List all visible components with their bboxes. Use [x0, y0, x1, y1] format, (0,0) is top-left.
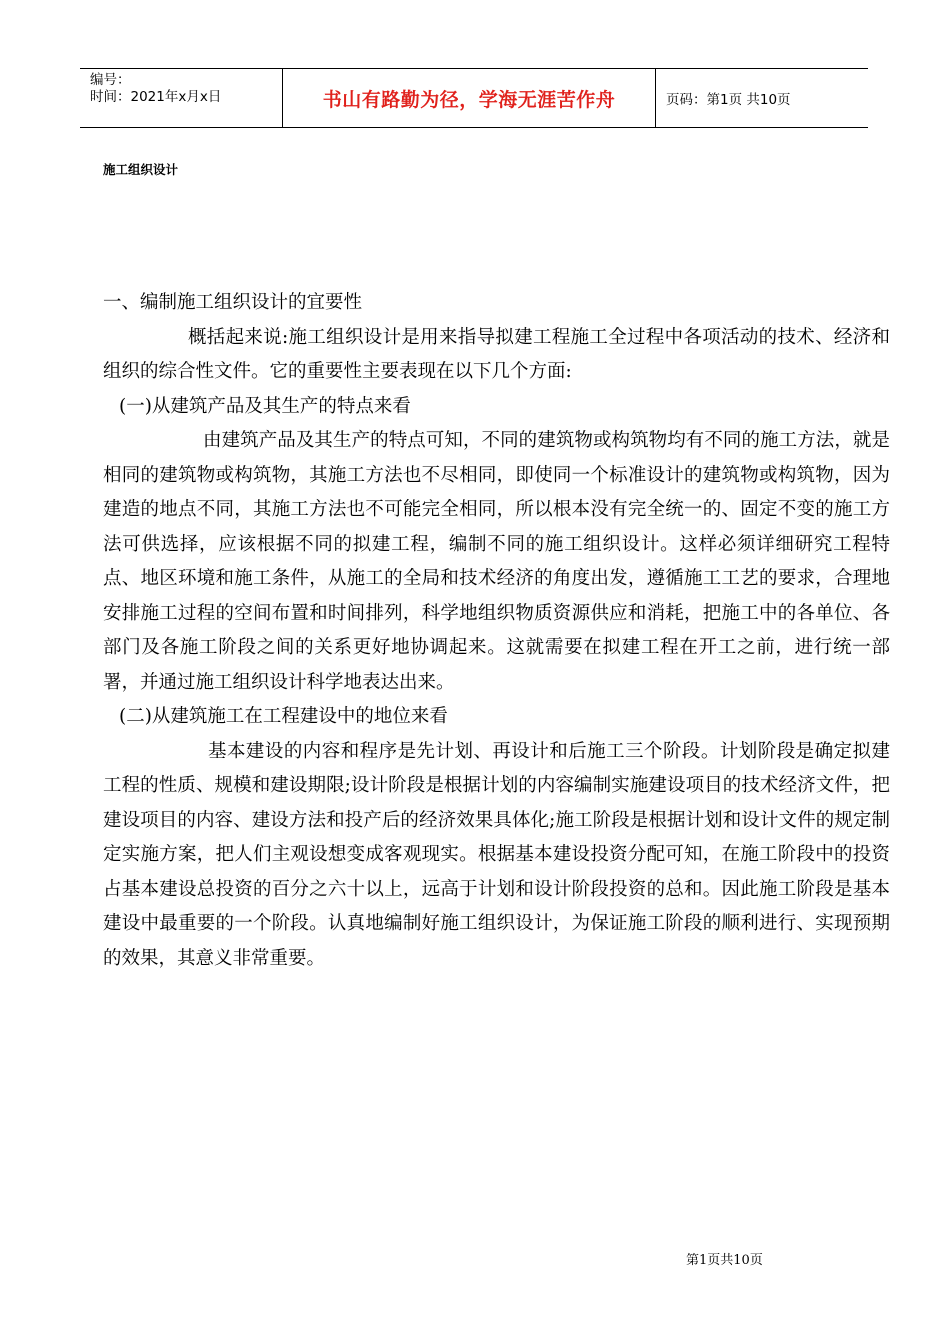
document-number-label: 编号： — [90, 72, 131, 88]
section-title: 一、编制施工组织设计的宜要性 — [103, 292, 363, 313]
document-body — [103, 286, 890, 976]
header-motto: 书山有路勤为径，学海无涯苦作舟 — [282, 69, 656, 127]
subsection-paragraph-2: 基本建设的内容和程序是先计划、再设计和后施工三个阶段。计划阶段是确定拟建工程的性质、规模和建设期限;设计阶段是根据计划的内容编制实施建设项目的技术经济文件，把建设项目的内容、建设方法和投产后的经济效果具体化;施工阶段是根据计划和设计文件的规定制定实施方案，把人们主观设想变成客观现实。根据基本建设投资分配可知，在施工阶段中的投资占基本建设总投资的百分之六十以上，远高于计划和设计阶段投资的总和。因此施工阶段是基本建设中最重要的一个阶段。认真地编制好施工组织设计，为保证施工阶段的顺利进行、实现预期的效果，其意义非常重要。 — [103, 740, 890, 969]
intro-paragraph: 概括起来说:施工组织设计是用来指导拟建工程施工全过程中各项活动的技术、经济和组织的综合性文件。它的重要性主要表现在以下几个方面: — [103, 326, 890, 382]
header-meta-cell — [80, 69, 282, 127]
header-table — [80, 68, 868, 128]
header-page-info: 页码：第1页 共10页 — [666, 92, 791, 108]
document-time-label: 时间：2021年x月x日 — [90, 89, 222, 105]
page-footer: 第1页共10页 — [686, 1253, 763, 1268]
subsection-paragraph-1: 由建筑产品及其生产的特点可知，不同的建筑物或构筑物均有不同的施工方法，就是相同的建筑物或构筑物，其施工方法也不尽相同，即使同一个标准设计的建筑物或构筑物，因为建造的地点不同，其施工方法也不可能完全相同，所以根本没有完全统一的、固定不变的施工方法可供选择，应该根据不同的拟建工程，编制不同的施工组织设计。这样必须详细研究工程特点、地区环境和施工条件，从施工的全局和技术经济的角度出发，遵循施工工艺的要求，合理地安排施工过程的空间布置和时间排列，科学地组织物质资源供应和消耗，把施工中的各单位、各部门及各施工阶段之间的关系更好地协调起来。这就需要在拟建工程在开工之前，进行统一部署，并通过施工组织设计科学地表达出来。 — [103, 430, 890, 693]
subsection-title-1: (一)从建筑产品及其生产的特点来看 — [119, 395, 411, 417]
document-label: 施工组织设计 — [103, 162, 179, 177]
subsection-title-2: (二)从建筑施工在工程建设中的地位来看 — [119, 706, 448, 727]
